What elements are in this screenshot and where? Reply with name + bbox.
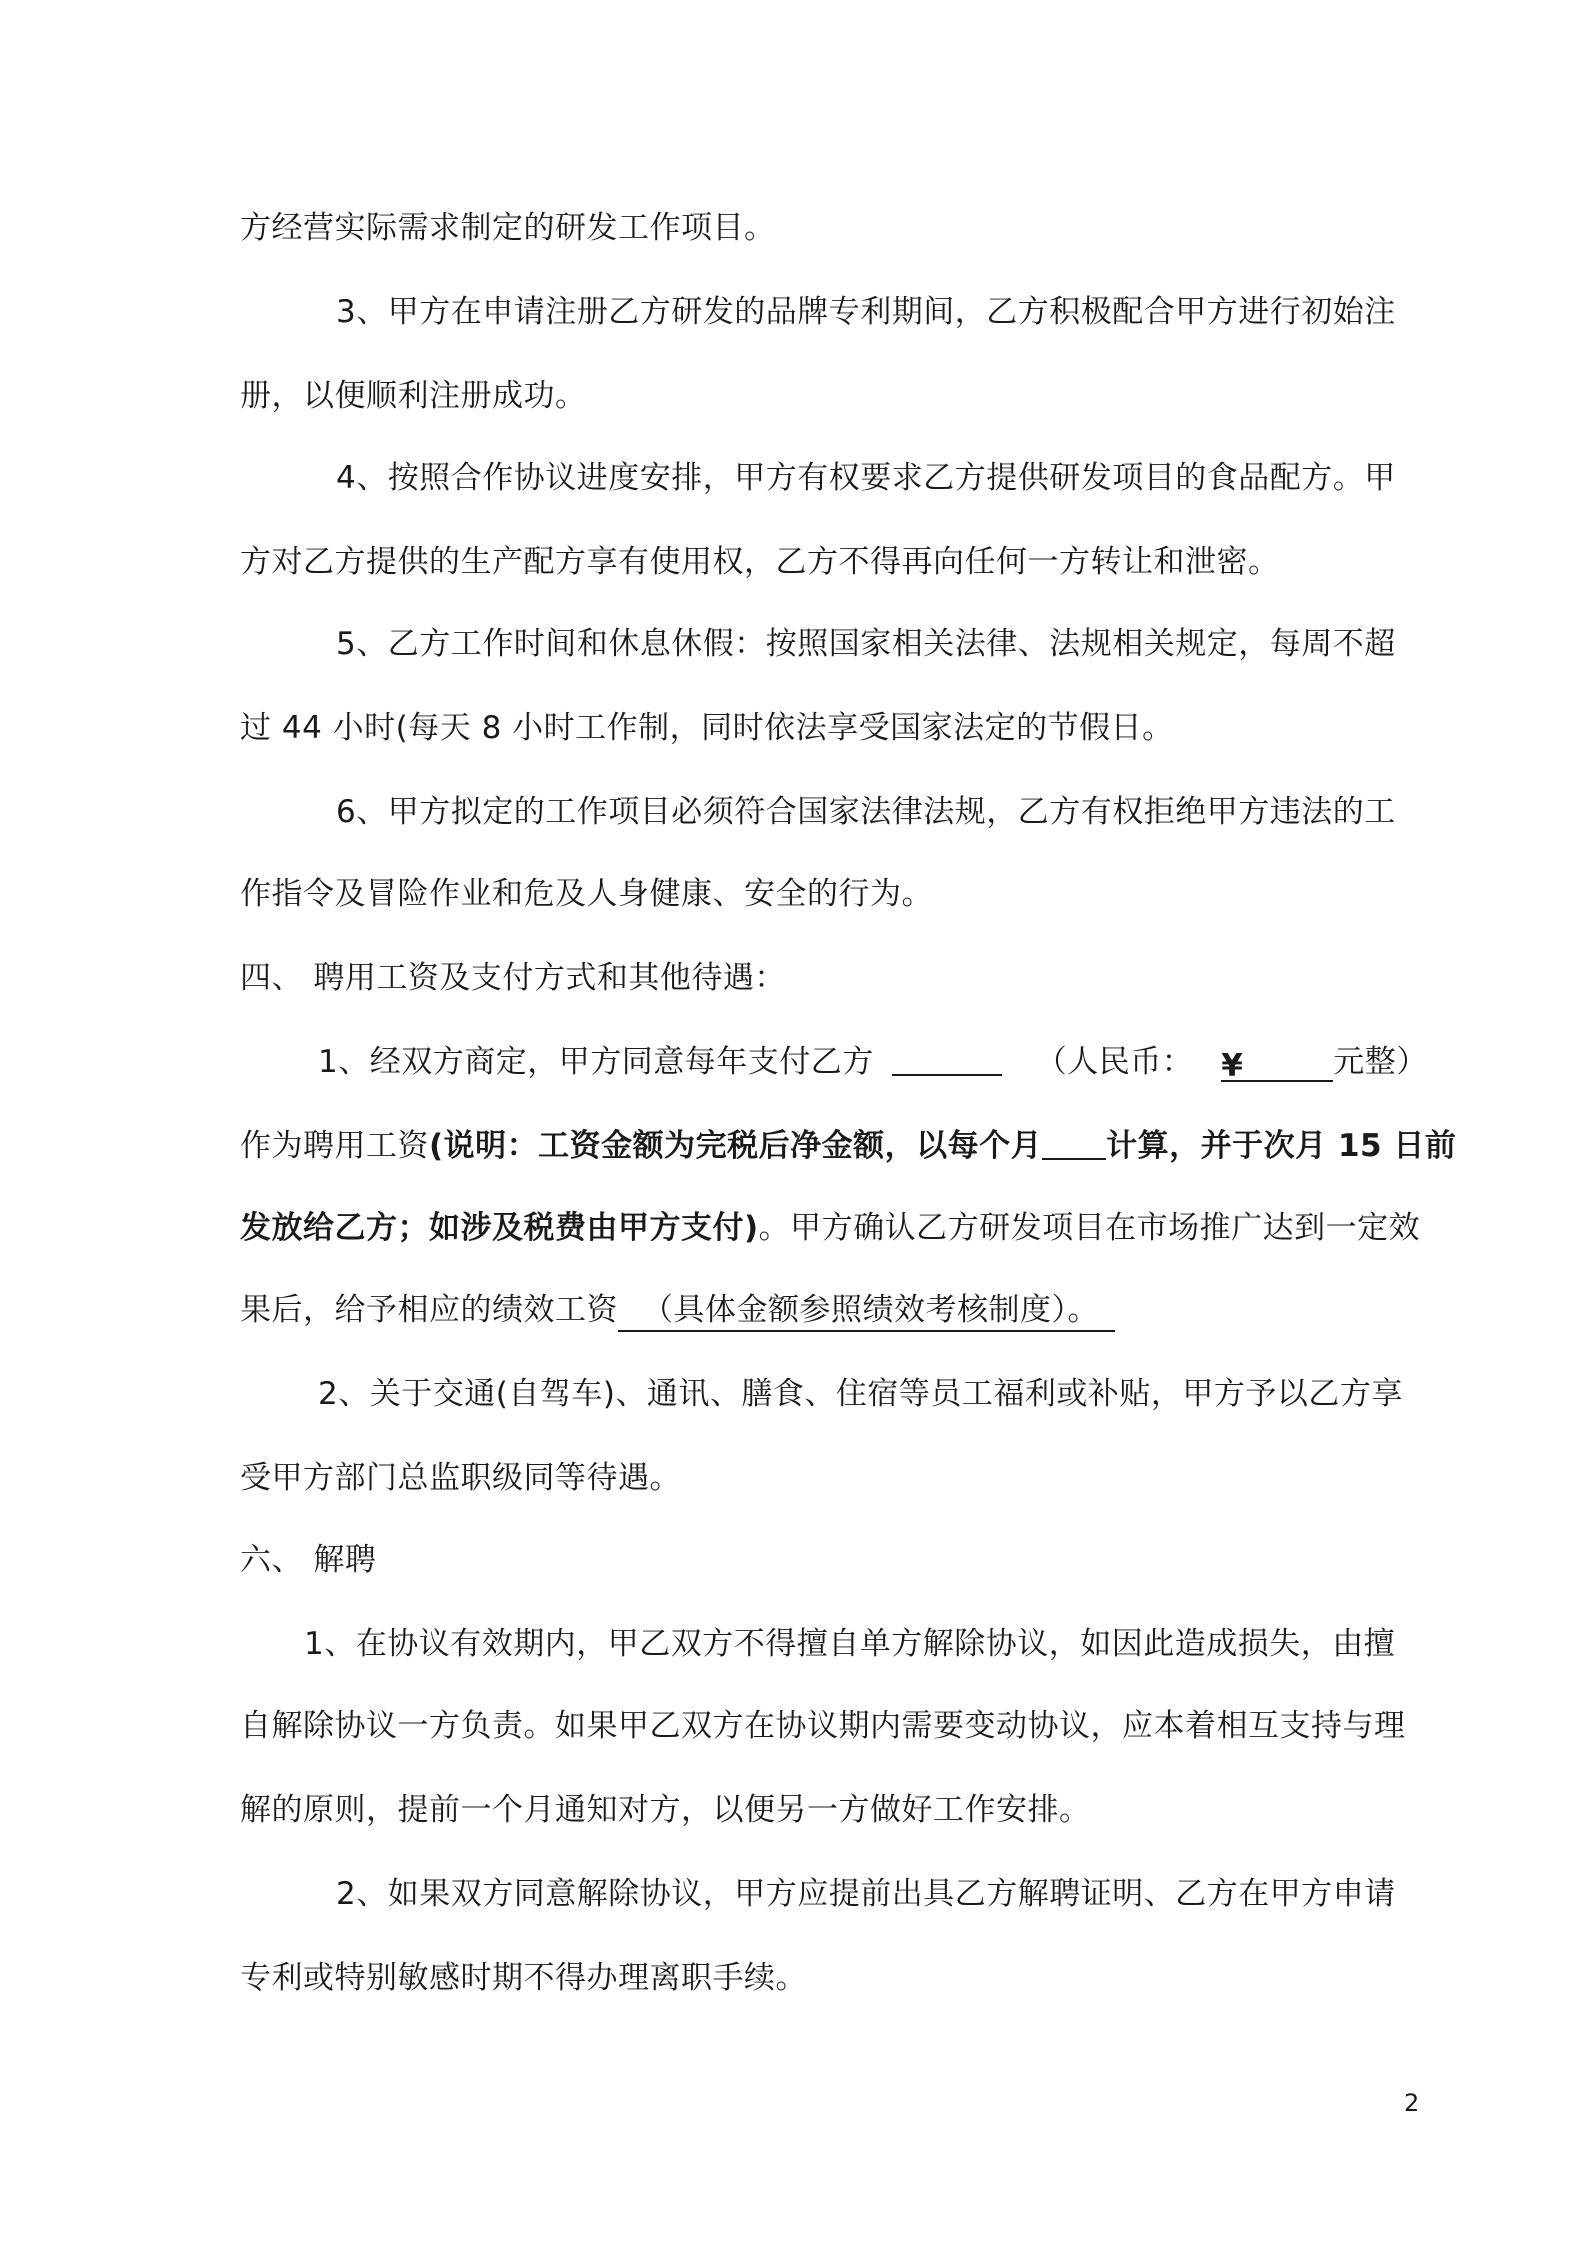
dismissal-clause-1-line-1: 1、在协议有效期内，甲乙双方不得擅自单方解除协议，如因此造成损失，由擅 [304, 1626, 1396, 1662]
paragraph-line: 方经营实际需求制定的研发工作项目。 [240, 210, 776, 246]
clause-4-line-1: 4、按照合作协议进度安排，甲方有权要求乙方提供研发项目的食品配方。甲 [336, 460, 1396, 496]
rmb-amount-blank [1221, 1044, 1333, 1082]
salary-clause-line-3 [240, 1206, 1420, 1250]
section-4-heading: 四、 聘用工资及支付方式和其他待遇： [240, 960, 786, 996]
salary-text: 作为聘用工资 [240, 1128, 429, 1164]
clause-5-line-1: 5、乙方工作时间和休息休假：按照国家相关法律、法规相关规定，每周不超 [336, 626, 1396, 662]
promotion-text: 。甲方确认乙方研发项目在市场推广达到一定效 [758, 1210, 1421, 1246]
salary-clause-line-4 [240, 1288, 1420, 1332]
clause-6-line-1: 6、甲方拟定的工作项目必须符合国家法律法规，乙方有权拒绝甲方违法的工 [336, 794, 1396, 830]
performance-note: （具体金额参照绩效考核制度）。 [618, 1292, 1115, 1332]
clause-5-line-2: 过 44 小时(每天 8 小时工作制，同时依法享受国家法定的节假日。 [240, 710, 1174, 746]
clause-3-line-1: 3、甲方在申请注册乙方研发的品牌专利期间，乙方积极配合甲方进行初始注 [336, 294, 1396, 330]
clause-6-line-2: 作指令及冒险作业和危及人身健康、安全的行为。 [240, 876, 933, 912]
yuan-symbol: ¥ [1221, 1048, 1244, 1084]
salary-note-cont: 计算，并于次月 15 日前 [1106, 1128, 1457, 1164]
month-blank [1042, 1122, 1106, 1160]
dismissal-clause-2-line-1: 2、如果双方同意解除协议，甲方应提前出具乙方解聘证明、乙方在甲方申请 [336, 1876, 1396, 1912]
salary-clause-line-1 [318, 1038, 1498, 1084]
dismissal-clause-1-line-3: 解的原则，提前一个月通知对方，以便另一方做好工作安排。 [240, 1792, 1091, 1828]
clause-3-line-2: 册，以便顺利注册成功。 [240, 378, 587, 414]
rmb-label: （人民币： [1035, 1044, 1194, 1080]
dismissal-clause-1-line-2: 自解除协议一方负责。如果甲乙双方在协议期内需要变动协议，应本着相互支持与理 [240, 1708, 1406, 1744]
dismissal-clause-2-line-2: 专利或特别敏感时期不得办理离职手续。 [240, 1960, 807, 1996]
salary-note: (说明：工资金额为完税后净金额，以每个月 [429, 1128, 1043, 1164]
clause-4-line-2: 方对乙方提供的生产配方享有使用权，乙方不得再向任何一方转让和泄密。 [240, 544, 1280, 580]
performance-text: 果后，给予相应的绩效工资 [240, 1292, 618, 1328]
salary-clause-text: 1、经双方商定，甲方同意每年支付乙方 [318, 1044, 874, 1080]
tax-note: 发放给乙方；如涉及税费由甲方支付) [240, 1210, 759, 1246]
yuan-zheng-label: 元整） [1333, 1044, 1428, 1080]
benefit-clause-line-2: 受甲方部门总监职级同等待遇。 [240, 1460, 681, 1496]
section-6-heading: 六、 解聘 [240, 1542, 377, 1578]
benefit-clause-line-1: 2、关于交通(自驾车)、通讯、膳食、住宿等员工福利或补贴，甲方予以乙方享 [318, 1376, 1403, 1412]
salary-clause-line-2 [240, 1122, 1457, 1168]
page-number: 2 [1404, 2089, 1420, 2117]
annual-salary-blank [892, 1038, 1002, 1076]
